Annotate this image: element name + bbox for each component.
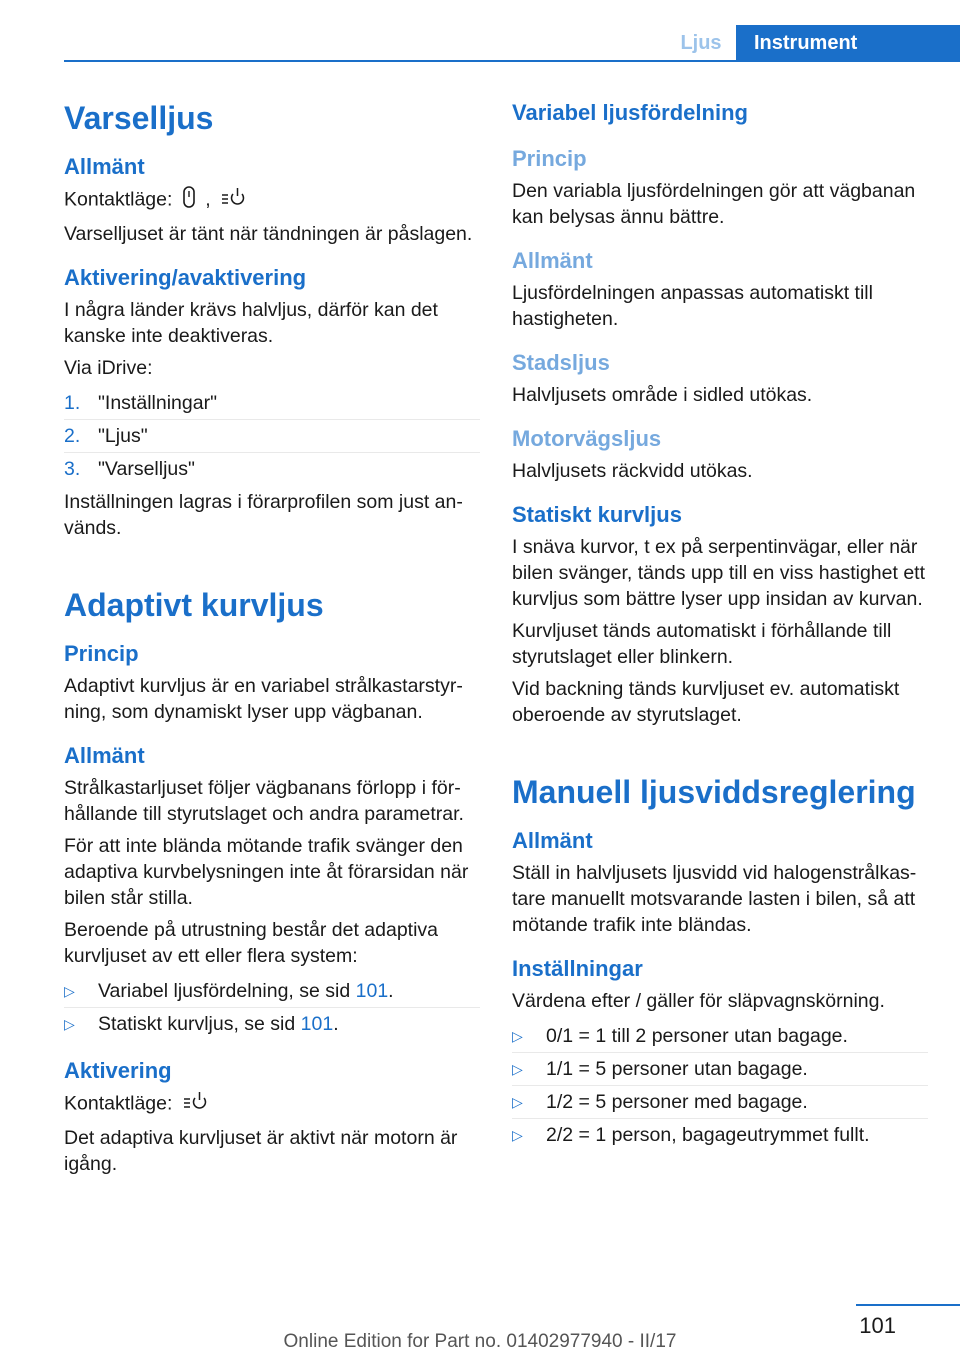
bullet-triangle-icon: ▷	[512, 1061, 523, 1077]
kontaktlage-line-2	[64, 1090, 480, 1119]
princip-text: Den variabla ljusfördelningen gör att vägbanan kan belysas ännu bättre.	[512, 180, 916, 228]
engine-running-icon	[182, 1090, 208, 1119]
heading-allmant-2: Allmänt	[512, 828, 593, 853]
page-header	[0, 25, 960, 63]
kontaktlage-label: Kontaktläge:	[64, 1092, 173, 1115]
statiskt-text-3: Vid backning tänds kurvljuset ev. automatiskt oberoende av styrutslaget.	[512, 678, 900, 726]
footer-rule	[856, 1304, 960, 1306]
list-item: 2. "Ljus"	[64, 420, 480, 453]
heading-adaptivt-kurvljus: Adaptivt kurvljus	[64, 587, 324, 623]
list-item: ▷ 0/1 = 1 till 2 personer utan bagage.	[512, 1020, 928, 1053]
installningar-text: Värdena efter / gäller för släpvagnskörning.	[512, 990, 885, 1012]
list-item: ▷ 1/2 = 5 personer med bagage.	[512, 1086, 928, 1119]
heading-installningar: Inställningar	[512, 956, 643, 981]
heading-varselljus: Varselljus	[64, 100, 214, 136]
list-item: ▷ Statiskt kurvljus, se sid 101.	[64, 1013, 339, 1035]
heading-statiskt-kurvljus: Statiskt kurvljus	[512, 502, 682, 527]
right-column	[512, 98, 928, 1151]
ignition-key-icon	[182, 186, 196, 215]
bullet-triangle-icon: ▷	[64, 1016, 75, 1032]
motorvagsljus-text: Halvljusets räckvidd utökas.	[512, 460, 753, 482]
heading-princip: Princip	[512, 146, 587, 171]
statiskt-text-2: Kurvljuset tänds automatiskt i förhållande till styrutslaget eller blinkern.	[512, 620, 892, 668]
kontaktlage-label: Kontaktläge:	[64, 188, 173, 211]
left-column	[64, 98, 480, 1177]
list-item: ▷ Variabel ljusfördelning, se sid 101.	[64, 975, 480, 1008]
bullet-triangle-icon: ▷	[512, 1094, 523, 1110]
heading-aktivering: Aktivering	[64, 1058, 172, 1083]
allmant-text-3: Beroende på utrustning består det adaptiva kurvljuset av ett eller flera system:	[64, 919, 439, 967]
aktivering-text: I några länder krävs halvljus, därför kan det kanske inte deaktiveras.	[64, 299, 438, 347]
bullet-triangle-icon: ▷	[64, 983, 75, 999]
idrive-steps-list	[64, 387, 480, 485]
heading-allmant-2: Allmänt	[64, 743, 145, 768]
page-link[interactable]: 101	[355, 980, 389, 1002]
bullet-triangle-icon: ▷	[512, 1127, 523, 1143]
allmant-text-2: För att inte blända mötande trafik svänger den adaptiva kurvbelysningen inte åt förarsidan när bilen står stilla.	[64, 835, 469, 909]
via-idrive-text: Via iDrive:	[64, 357, 153, 379]
stadsljus-text: Halvljusets område i sidled utökas.	[512, 384, 813, 406]
statiskt-text-1: I snäva kurvor, t ex på serpentinvägar, eller när bilen svänger, tänds upp till en viss hastighet ett kurvljus som bättre lyser upp insidan av kurvan.	[512, 536, 926, 610]
list-item: ▷ 2/2 = 1 person, bagageutrymmet fullt.	[512, 1124, 870, 1146]
systems-list	[64, 975, 480, 1040]
page-number: 101	[859, 1313, 896, 1338]
list-item: ▷ 1/1 = 5 personer utan bagage.	[512, 1053, 928, 1086]
page-link[interactable]: 101	[300, 1013, 334, 1035]
varselljus-text: Varselljuset är tänt när tändningen är påslagen.	[64, 223, 473, 245]
heading-manuell-ljusviddsreglering: Manuell ljusviddsreglering	[512, 774, 916, 810]
icon-separator: ,	[205, 188, 211, 211]
heading-aktivering-avaktivering: Aktivering/avaktivering	[64, 265, 307, 290]
section-tab-ljus[interactable]: Ljus	[680, 32, 722, 54]
allmant-text: Ljusfördelningen anpassas automatiskt till hastigheten.	[512, 282, 873, 330]
header-rule	[64, 60, 736, 62]
list-item: 3. "Varselljus"	[64, 458, 195, 480]
heading-allmant: Allmänt	[64, 154, 145, 179]
heading-allmant: Allmänt	[512, 248, 593, 273]
heading-motorvagsljus: Motorvägsljus	[512, 426, 662, 451]
allmant-text-1: Strålkastarljuset följer vägbanans förlopp i för- hållande till styrutslaget och andra parametrar.	[64, 777, 464, 825]
section-tab-instrument[interactable]: Instrument	[736, 25, 960, 62]
heading-princip: Princip	[64, 641, 139, 666]
edition-footer: Online Edition for Part no. 01402977940 - II/17	[283, 1331, 677, 1352]
ignition-on-icon	[220, 186, 246, 215]
kontaktlage-line	[64, 186, 480, 215]
aktiv-text: Det adaptiva kurvljuset är aktivt när motorn är igång.	[64, 1127, 458, 1175]
princip-text: Adaptivt kurvljus är en variabel strålkastarstyr- ning, som dynamiskt lyser upp vägbanan.	[64, 675, 463, 723]
values-list	[512, 1020, 928, 1151]
bullet-triangle-icon: ▷	[512, 1028, 523, 1044]
heading-variabel-ljusfordelning: Variabel ljusfördelning	[512, 100, 748, 125]
manuell-allmant-text: Ställ in halvljusets ljusvidd vid halogenstrålkas- tare manuellt motsvarande lasten i bilen, så att mötande trafik inte bländas.	[512, 862, 917, 936]
list-item: 1. "Inställningar"	[64, 387, 480, 420]
heading-stadsljus: Stadsljus	[512, 350, 610, 375]
lagras-text: Inställningen lagras i förarprofilen som just an- vänds.	[64, 491, 463, 539]
